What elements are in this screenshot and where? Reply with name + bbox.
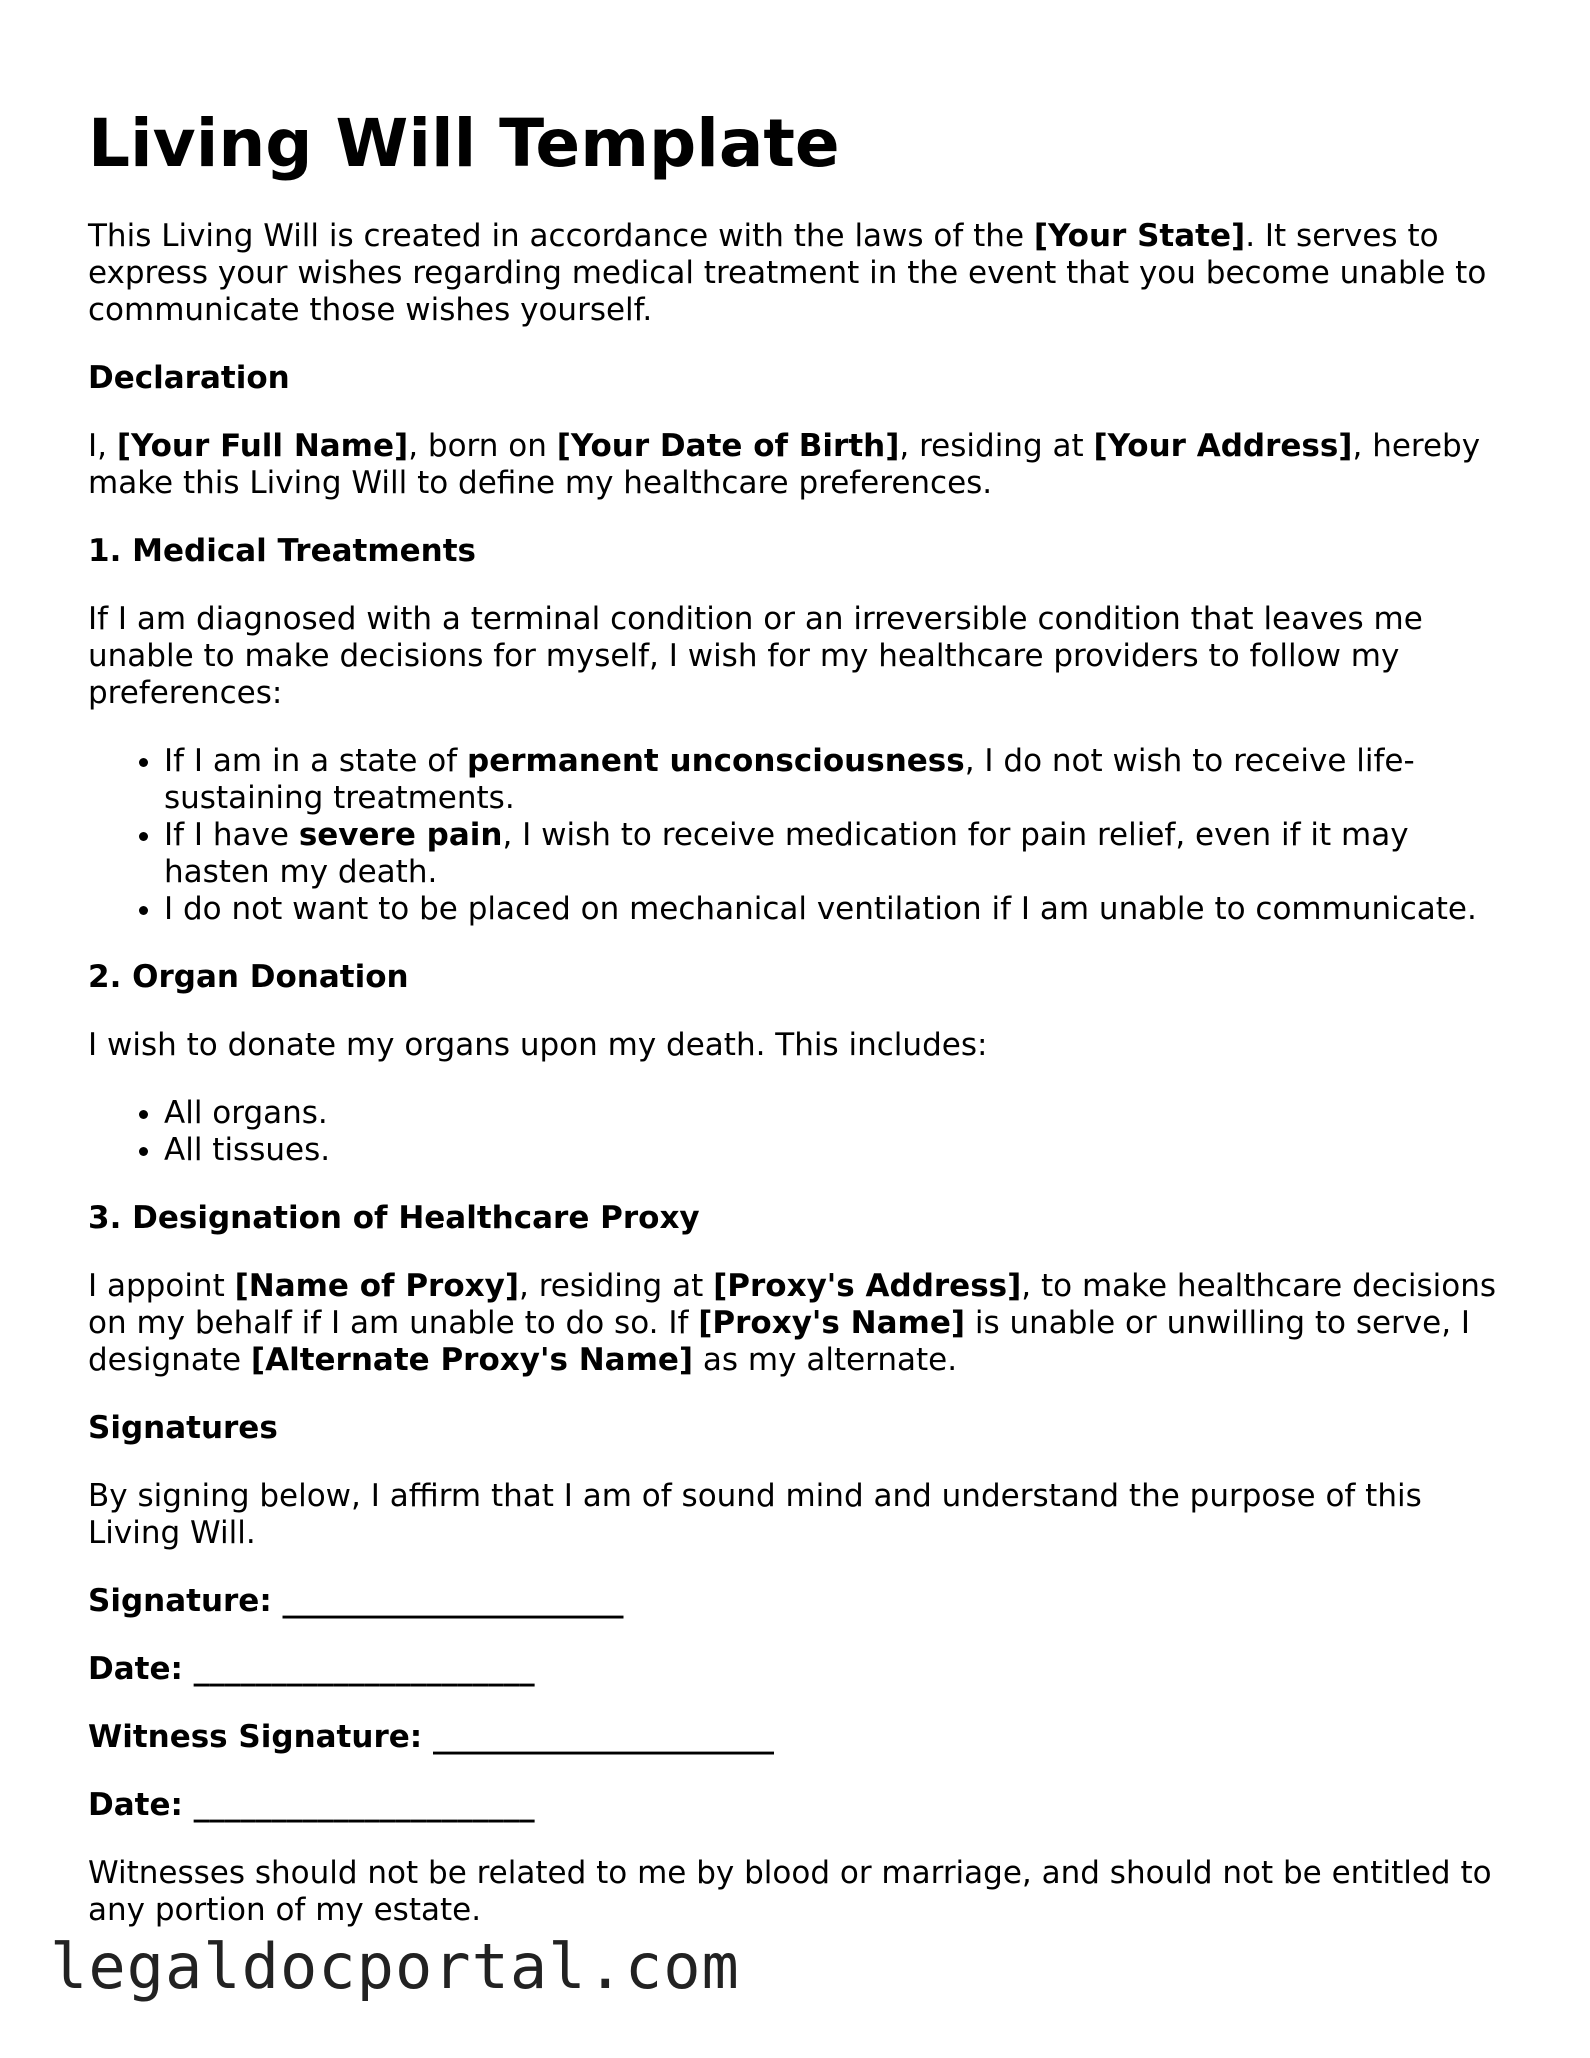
medical-item2-after: , I wish to receive medication for pain relief, even if it may hasten my death. [164,817,1409,890]
proxy-name-placeholder: [Name of Proxy] [234,1268,519,1304]
witness-note: Witnesses should not be related to me by blood or marriage, and should not be entitled to any portion of my estate. [88,1855,1492,1928]
witness-signature-field[interactable]: Witness Signature: ______________________ [88,1719,774,1755]
intro-text-after: . It serves to express your wishes regarding medical treatment in the event that you become unable to communicate those wishes yourself. [88,218,1487,328]
document-body [88,104,1508,1960]
declaration-paragraph [88,428,1508,502]
medical-heading: 1. Medical Treatments [88,533,476,569]
document-title: Living Will Template [88,105,840,182]
medical-item2-before: If I have [164,817,299,853]
intro-text-before: This Living Will is created in accordance with the laws of the [88,218,1034,254]
witness-date-field[interactable]: Date: ______________________ [88,1787,535,1823]
proxy-text-3: , to make healthcare decisions on my behalf if I am unable to do so. If [88,1268,1497,1341]
organ-list [88,1095,1508,1169]
declaration-text-1: I, [88,428,117,464]
proxy-paragraph [88,1268,1508,1379]
proxy-address-placeholder: [Proxy's Address] [713,1268,1022,1304]
declaration-text-2: , born on [408,428,557,464]
date-field[interactable]: Date: ______________________ [88,1651,535,1687]
proxy-name-placeholder-2: [Proxy's Name] [698,1305,966,1341]
list-item [164,743,1508,817]
declaration-text-3: , residing at [899,428,1094,464]
watermark: legaldocportal.com [50,1930,740,2003]
signatures-paragraph: By signing below, I affirm that I am of sound mind and understand the purpose of this Living Will. [88,1478,1422,1551]
signatures-heading: Signatures [88,1410,278,1446]
signature-field[interactable]: Signature: ______________________ [88,1583,624,1619]
medical-item1-after: , I do not wish to receive life-sustaining treatments. [164,743,1415,816]
medical-item1-before: If I am in a state of [164,743,468,779]
medical-list [88,743,1508,928]
alternate-proxy-placeholder: [Alternate Proxy's Name] [250,1342,694,1378]
dob-placeholder: [Your Date of Birth] [556,428,900,464]
list-item: • I do not want to be placed on mechanical ventilation if I am unable to communicate. [164,891,1508,928]
medical-item1-bold: permanent unconsciousness [467,743,965,779]
intro-paragraph [88,218,1508,329]
proxy-text-2: , residing at [519,1268,714,1304]
proxy-text-5: as my alternate. [693,1342,958,1378]
list-item: • All tissues. [164,1132,1508,1169]
organ-heading: 2. Organ Donation [88,959,409,995]
list-item: • All organs. [164,1095,1508,1132]
organ-paragraph: I wish to donate my organs upon my death. This includes: [88,1027,988,1063]
medical-item2-bold: severe pain [298,817,503,853]
proxy-text-1: I appoint [88,1268,235,1304]
declaration-text-4: , hereby make this Living Will to define my healthcare preferences. [88,428,1481,501]
declaration-heading: Declaration [88,360,290,396]
address-placeholder: [Your Address] [1093,428,1353,464]
list-item [164,817,1508,891]
proxy-heading: 3. Designation of Healthcare Proxy [88,1200,700,1236]
medical-paragraph: If I am diagnosed with a terminal condition or an irreversible condition that leaves me unable to make decisions for myself, I wish for my healthcare providers to follow my preferences: [88,601,1423,711]
full-name-placeholder: [Your Full Name] [116,428,409,464]
state-placeholder: [Your State] [1033,218,1246,254]
proxy-text-4: is unable or unwilling to serve, I designate [88,1305,1471,1378]
